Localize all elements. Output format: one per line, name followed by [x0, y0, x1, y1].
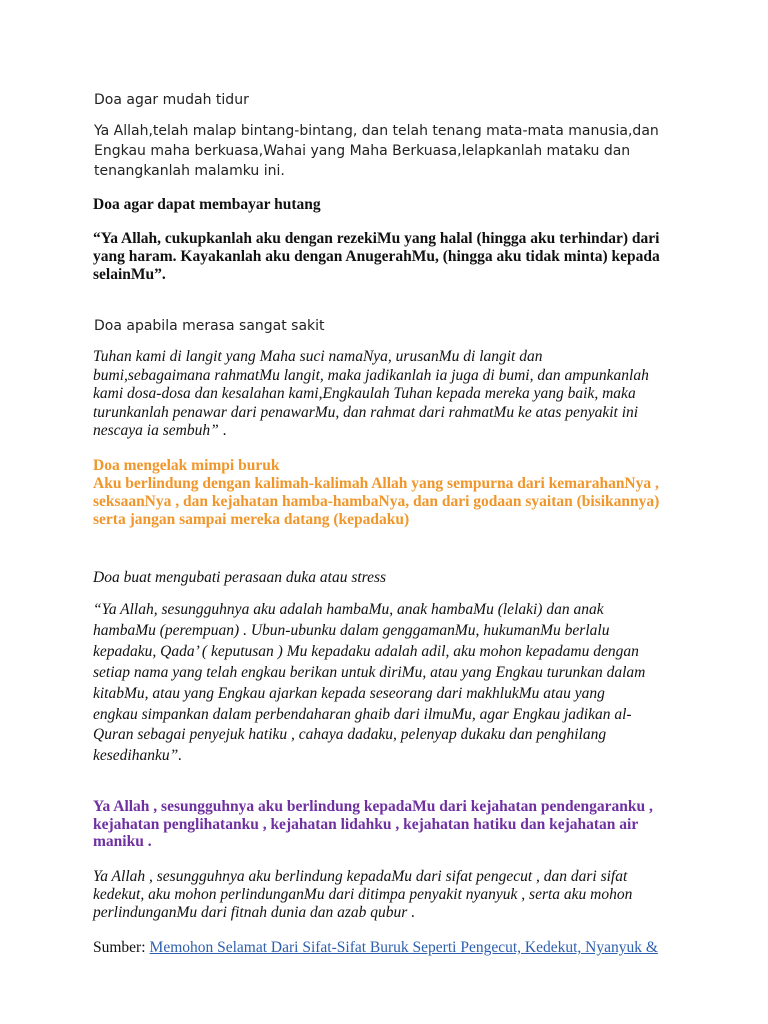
prayer-title-stress	[93, 568, 386, 588]
prayer-line: yang haram. Kayakanlah aku dengan AnugerahMu, (hingga aku tidak minta) kepada	[93, 248, 660, 265]
prayer-title: Doa agar dapat membayar hutang	[93, 196, 321, 213]
prayer-line: tenangkanlah malamku ini.	[94, 163, 285, 179]
prayer-line: turunkanlah penawar dari penawarMu, dan rahmat dari rahmatMu ke atas penyakit ini	[93, 403, 639, 421]
prayer-line: kitabMu, atau yang Engkau ajarkan kepada seseorang dari makhlukMu atau yang	[93, 684, 605, 702]
source-line	[93, 938, 658, 958]
prayer-text-debt	[93, 230, 660, 284]
prayer-line	[93, 422, 649, 441]
source-link[interactable]: Memohon Selamat Dari Sifat-Sifat Buruk Seperti Pengecut, Kedekut, Nyanyuk &	[149, 939, 658, 956]
prayer-title-sleep	[94, 90, 249, 110]
prayer-line: selainMu”.	[93, 266, 166, 283]
source-label: Sumber:	[93, 939, 146, 956]
prayer-text-sick	[93, 348, 649, 441]
prayer-line: bumi,sebagaimana rahmatMu langit, maka jadikanlah ia juga di bumi, dan ampunkanlah	[93, 366, 649, 384]
prayer-line: serta jangan sampai mereka datang (kepadaku)	[93, 511, 410, 528]
prayer-line: engkau simpankan dalam perbendaharan ghaib dari ilmuMu, agar Engkau jadikan al-	[93, 705, 632, 723]
prayer-line: kedekut, aku mohon perlindunganMu dari ditimpa penyakit nyanyuk , serta aku mohon	[93, 886, 633, 903]
prayer-nightmare	[93, 457, 659, 529]
prayer-line: kejahatan penglihatanku , kejahatan lidahku , kejahatan hatiku dan kejahatan air	[93, 815, 639, 833]
prayer-line: Quran sebagai penyejuk hatiku , cahaya dadaku, pelenyap dukaku dan penghilang	[93, 726, 607, 744]
prayer-line: kami dosa-dosa dan kesalahan kami,Engkaulah Tuhan kepada mereka yang baik, maka	[93, 385, 636, 402]
prayer-text-stress	[93, 600, 645, 767]
prayer-title-sick	[94, 316, 325, 336]
prayer-line: hambaMu (perempuan) . Ubun-ubunku dalam genggamanMu, hukumanMu berlalu	[93, 621, 610, 639]
prayer-line: Engkau maha berkuasa,Wahai yang Maha Berkuasa,lelapkanlah mataku dan	[94, 143, 631, 159]
prayer-line: kepadaku, Qada’ ( keputusan ) Mu kepadaku adalah adil, aku mohon kepadamu dengan	[93, 642, 639, 660]
prayer-line: Ya Allah , sesungguhnya aku berlindung kepadaMu dari kejahatan pendengaranku ,	[93, 798, 653, 815]
prayer-title: Doa buat mengubati perasaan duka atau stress	[93, 569, 387, 586]
prayer-line: “Ya Allah, sesungguhnya aku adalah hambaMu, anak hambaMu (lelaki) dan anak	[93, 601, 604, 618]
prayer-line: Ya Allah,telah malap bintang-bintang, dan telah tenang mata-mata manusia,dan	[94, 123, 659, 139]
prayer-line: setiap nama yang telah engkau berikan untuk diriMu, atau yang Engkau turunkan dalam	[93, 663, 646, 681]
prayer-text-cowardice	[93, 868, 632, 922]
prayer-title: Doa mengelak mimpi buruk	[93, 457, 280, 474]
prayer-line: Tuhan kami di langit yang Maha suci namaNya, urusanMu di langit dan	[93, 348, 543, 365]
prayer-line: seksaanNya , dan kejahatan hamba-hambaNya, dan dari godaan syaitan (bisikannya)	[93, 493, 660, 510]
prayer-title: Doa apabila merasa sangat sakit	[94, 318, 325, 334]
prayer-text-senses	[93, 798, 653, 851]
prayer-line: “Ya Allah, cukupkanlah aku dengan rezekiMu yang halal (hingga aku terhindar) dari	[93, 230, 660, 247]
prayer-title: Doa agar mudah tidur	[94, 92, 249, 108]
prayer-text-sleep	[94, 121, 659, 181]
prayer-title-debt	[93, 196, 321, 214]
prayer-line: kesedihanku”.	[93, 747, 183, 765]
prayer-line: Aku berlindung dengan kalimah-kalimah Allah yang sempurna dari kemarahanNya ,	[93, 475, 659, 492]
prayer-line-tail: .	[218, 422, 227, 439]
prayer-line: perlindunganMu dari fitnah dunia dan azab qubur .	[93, 904, 416, 921]
prayer-line: Ya Allah , sesungguhnya aku berlindung kepadaMu dari sifat pengecut , dan dari sifat	[93, 868, 628, 885]
prayer-line: maniku .	[93, 833, 152, 850]
prayer-line-text: nescaya ia sembuh”	[93, 422, 219, 439]
